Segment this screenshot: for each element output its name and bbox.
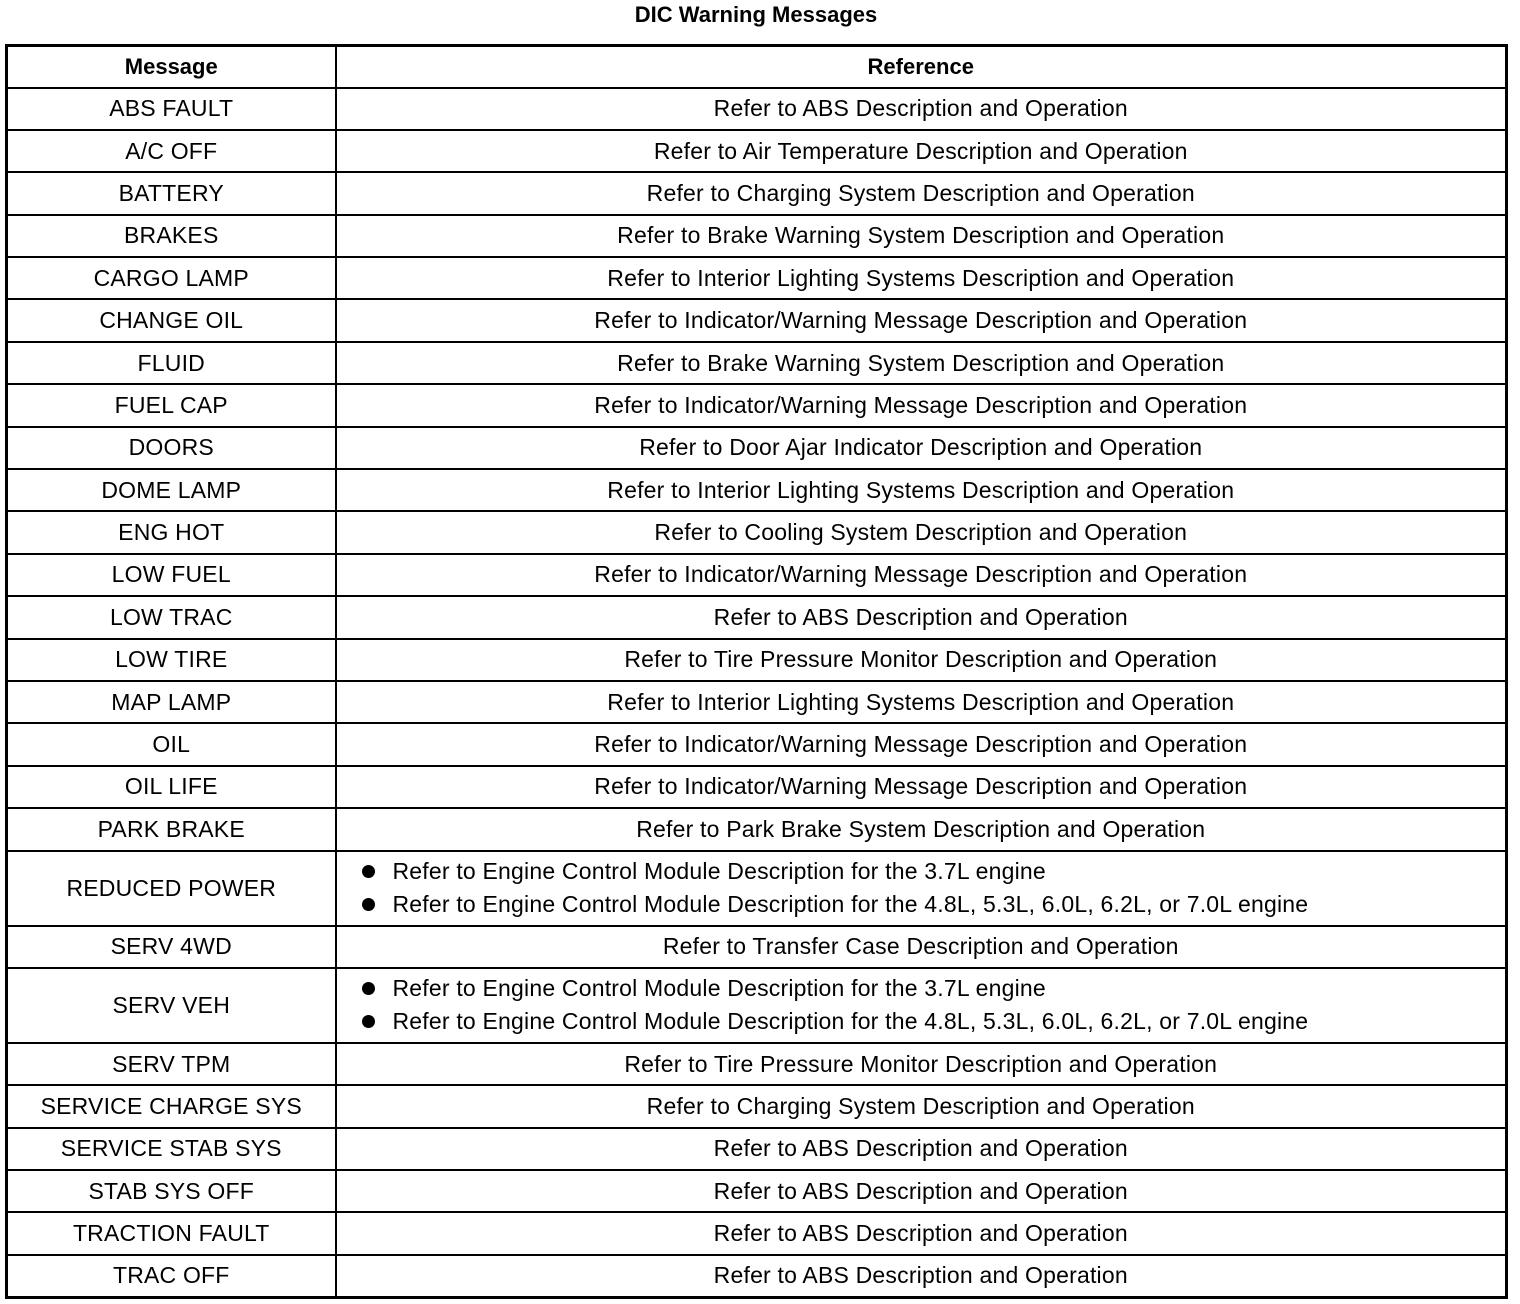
message-cell: LOW FUEL <box>7 554 336 596</box>
reference-cell: Refer to Air Temperature Description and Operation <box>336 130 1507 172</box>
message-cell: SERV VEH <box>7 968 336 1043</box>
reference-cell: Refer to ABS Description and Operation <box>336 88 1507 130</box>
table-row <box>7 1128 1507 1170</box>
message-cell: ENG HOT <box>7 511 336 553</box>
message-cell: TRAC OFF <box>7 1255 336 1297</box>
table-row <box>7 1085 1507 1127</box>
table-header-row <box>7 46 1507 88</box>
table-row <box>7 511 1507 553</box>
message-cell: A/C OFF <box>7 130 336 172</box>
reference-bullet-item <box>359 888 1506 921</box>
table-row <box>7 554 1507 596</box>
reference-cell: Refer to Indicator/Warning Message Description and Operation <box>336 766 1507 808</box>
reference-cell: Refer to Indicator/Warning Message Description and Operation <box>336 384 1507 426</box>
table-row <box>7 1212 1507 1254</box>
reference-bullet-item <box>359 855 1506 888</box>
message-cell: PARK BRAKE <box>7 808 336 850</box>
table-row <box>7 384 1507 426</box>
table-row <box>7 681 1507 723</box>
message-cell: SERV 4WD <box>7 926 336 968</box>
table-row <box>7 968 1507 1043</box>
reference-bullet-list <box>359 972 1506 1038</box>
message-cell: SERV TPM <box>7 1043 336 1085</box>
message-cell: SERVICE CHARGE SYS <box>7 1085 336 1127</box>
table-row <box>7 1043 1507 1085</box>
bullet-icon <box>362 1015 375 1028</box>
message-cell: LOW TIRE <box>7 639 336 681</box>
table-row <box>7 851 1507 926</box>
reference-text: Refer to Engine Control Module Description for the 4.8L, 5.3L, 6.0L, 6.2L, or 7.0L engine <box>392 1008 1309 1035</box>
message-cell: OIL LIFE <box>7 766 336 808</box>
table-row <box>7 469 1507 511</box>
dic-warning-messages-table <box>5 44 1508 1299</box>
table-row <box>7 926 1507 968</box>
message-cell: DOORS <box>7 427 336 469</box>
reference-text: Refer to Engine Control Module Description for the 3.7L engine <box>392 858 1046 885</box>
message-cell: SERVICE STAB SYS <box>7 1128 336 1170</box>
table-row <box>7 342 1507 384</box>
reference-cell: Refer to Tire Pressure Monitor Description and Operation <box>336 1043 1507 1085</box>
reference-bullet-item <box>359 972 1506 1005</box>
table-row <box>7 1170 1507 1212</box>
message-cell: ABS FAULT <box>7 88 336 130</box>
table-row <box>7 215 1507 257</box>
table-row <box>7 808 1507 850</box>
reference-cell: Refer to Cooling System Description and Operation <box>336 511 1507 553</box>
table-row <box>7 299 1507 341</box>
bullet-icon <box>362 865 375 878</box>
message-cell: LOW TRAC <box>7 596 336 638</box>
column-header-message: Message <box>7 46 336 88</box>
reference-cell: Refer to Door Ajar Indicator Description and Operation <box>336 427 1507 469</box>
message-cell: BRAKES <box>7 215 336 257</box>
message-cell: OIL <box>7 723 336 765</box>
message-cell: MAP LAMP <box>7 681 336 723</box>
table-row <box>7 172 1507 214</box>
reference-cell: Refer to Charging System Description and Operation <box>336 172 1507 214</box>
reference-cell: Refer to ABS Description and Operation <box>336 596 1507 638</box>
reference-cell: Refer to Charging System Description and Operation <box>336 1085 1507 1127</box>
message-cell: BATTERY <box>7 172 336 214</box>
message-cell: STAB SYS OFF <box>7 1170 336 1212</box>
message-cell: FLUID <box>7 342 336 384</box>
reference-text: Refer to Engine Control Module Description for the 4.8L, 5.3L, 6.0L, 6.2L, or 7.0L engine <box>392 891 1309 918</box>
message-cell: FUEL CAP <box>7 384 336 426</box>
message-cell: TRACTION FAULT <box>7 1212 336 1254</box>
reference-cell: Refer to Transfer Case Description and Operation <box>336 926 1507 968</box>
table-row <box>7 88 1507 130</box>
table-body <box>7 88 1507 1298</box>
reference-cell: Refer to Brake Warning System Description and Operation <box>336 342 1507 384</box>
reference-cell: Refer to Indicator/Warning Message Description and Operation <box>336 554 1507 596</box>
column-header-reference: Reference <box>336 46 1507 88</box>
reference-cell: Refer to Indicator/Warning Message Description and Operation <box>336 299 1507 341</box>
reference-cell: Refer to ABS Description and Operation <box>336 1170 1507 1212</box>
message-cell: CHANGE OIL <box>7 299 336 341</box>
reference-cell: Refer to ABS Description and Operation <box>336 1128 1507 1170</box>
table-row <box>7 257 1507 299</box>
message-cell: REDUCED POWER <box>7 851 336 926</box>
reference-cell: Refer to Interior Lighting Systems Description and Operation <box>336 681 1507 723</box>
reference-cell: Refer to ABS Description and Operation <box>336 1212 1507 1254</box>
reference-cell: Refer to ABS Description and Operation <box>336 1255 1507 1297</box>
table-row <box>7 1255 1507 1297</box>
table-row <box>7 723 1507 765</box>
table-row <box>7 130 1507 172</box>
message-cell: DOME LAMP <box>7 469 336 511</box>
table-row <box>7 427 1507 469</box>
table-row <box>7 596 1507 638</box>
reference-cell: Refer to Brake Warning System Description and Operation <box>336 215 1507 257</box>
reference-bullet-item <box>359 1005 1506 1038</box>
bullet-icon <box>362 898 375 911</box>
reference-cell <box>336 851 1507 926</box>
reference-text: Refer to Engine Control Module Description for the 3.7L engine <box>392 975 1046 1002</box>
reference-cell: Refer to Interior Lighting Systems Description and Operation <box>336 257 1507 299</box>
reference-cell: Refer to Tire Pressure Monitor Description and Operation <box>336 639 1507 681</box>
page-title: DIC Warning Messages <box>634 2 878 27</box>
reference-cell: Refer to Interior Lighting Systems Description and Operation <box>336 469 1507 511</box>
table-row <box>7 766 1507 808</box>
reference-cell: Refer to Park Brake System Description and Operation <box>336 808 1507 850</box>
reference-cell: Refer to Indicator/Warning Message Description and Operation <box>336 723 1507 765</box>
reference-cell <box>336 968 1507 1043</box>
message-cell: CARGO LAMP <box>7 257 336 299</box>
table-row <box>7 639 1507 681</box>
bullet-icon <box>362 982 375 995</box>
reference-bullet-list <box>359 855 1506 921</box>
